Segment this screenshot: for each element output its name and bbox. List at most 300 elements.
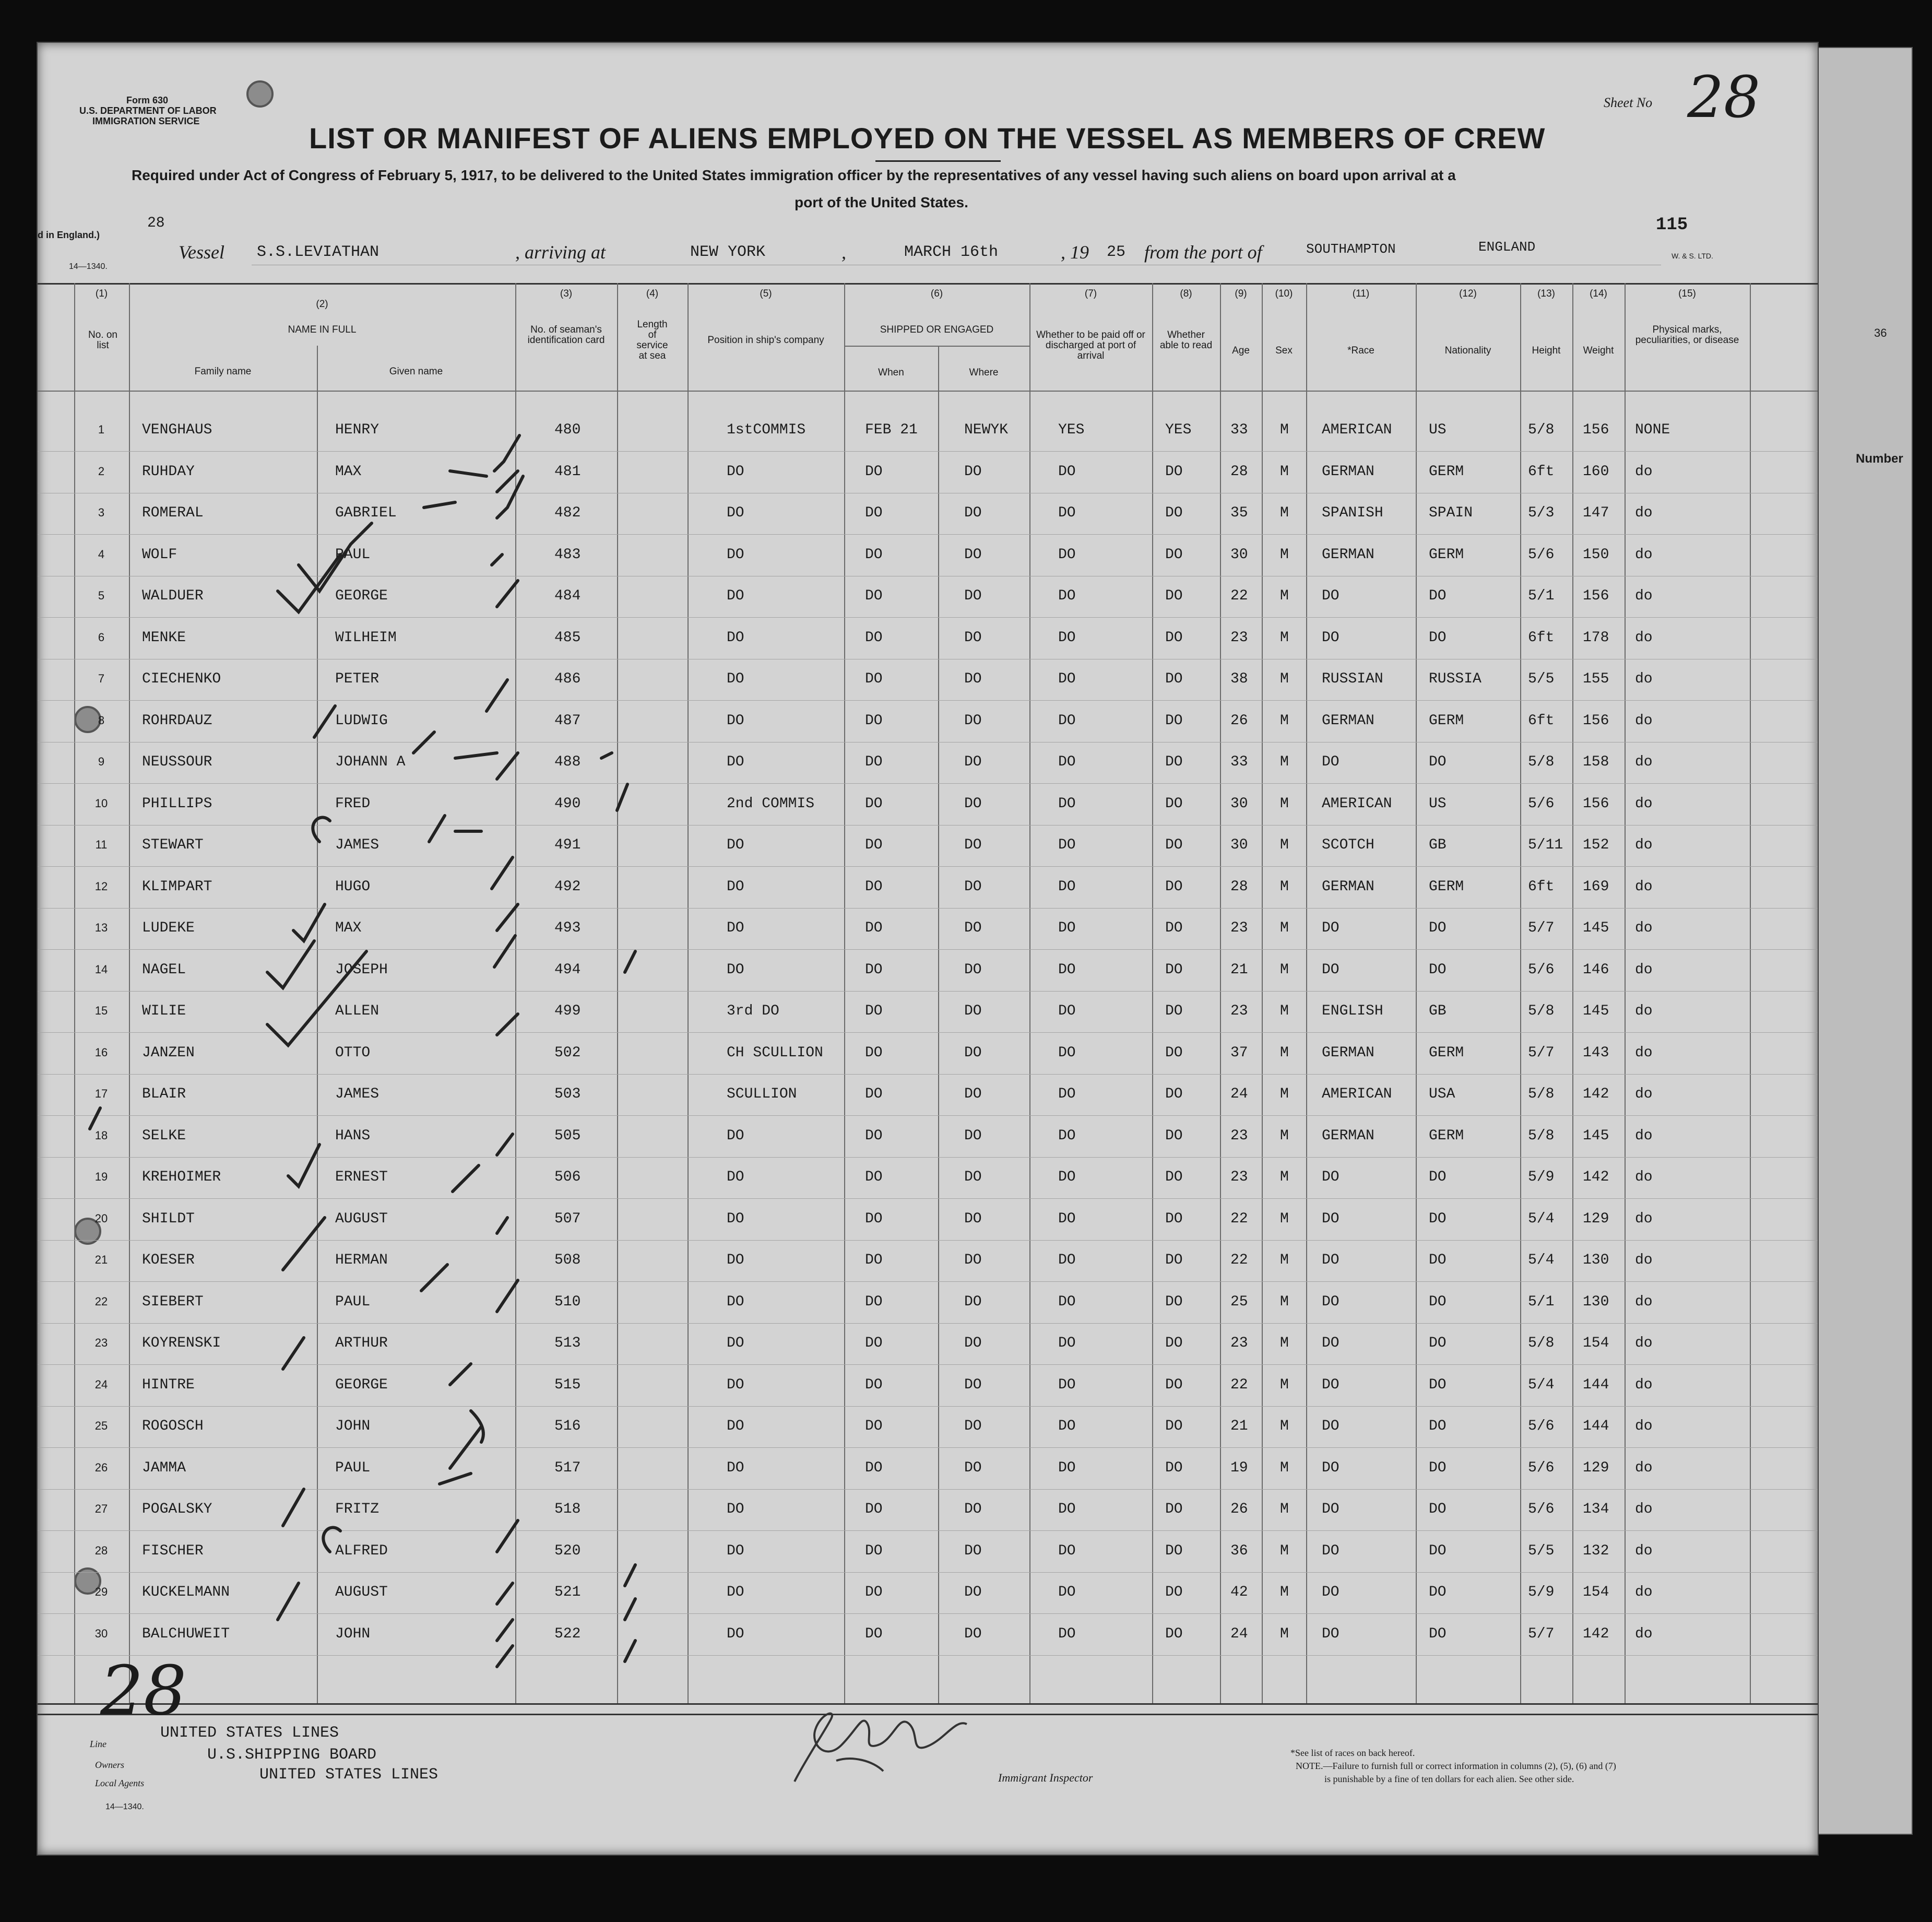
row-number: 19 xyxy=(94,1170,108,1183)
cell-weight: 156 xyxy=(1583,588,1609,604)
cell-position: DO xyxy=(727,1542,744,1559)
cell-weight: 130 xyxy=(1583,1293,1609,1310)
printed-in-label: d in England.) xyxy=(38,230,100,240)
cell-given: GABRIEL xyxy=(335,505,397,521)
cell-given: ARTHUR xyxy=(335,1335,388,1351)
cell-given: PAUL xyxy=(335,546,371,563)
cell-weight: 134 xyxy=(1583,1501,1609,1517)
cell-family: SHILDT xyxy=(142,1210,195,1227)
cell-where: DO xyxy=(964,1086,982,1102)
sheet-no-label: Sheet No xyxy=(1604,95,1653,110)
cell-paid: DO xyxy=(1058,1293,1076,1310)
cell-marks: do xyxy=(1635,795,1653,812)
cell-race: DO xyxy=(1322,1501,1340,1517)
cell-family: SIEBERT xyxy=(142,1293,204,1310)
cell-paid: DO xyxy=(1058,712,1076,729)
cell-where: DO xyxy=(964,1127,982,1144)
col-head-height: Height xyxy=(1532,345,1561,356)
cell-card: 516 xyxy=(554,1418,581,1434)
cell-sex: M xyxy=(1280,920,1289,936)
departure-port: SOUTHAMPTON xyxy=(1306,241,1396,257)
cell-family: FISCHER xyxy=(142,1542,204,1559)
cell-given: ALFRED xyxy=(335,1542,388,1559)
cell-family: KOYRENSKI xyxy=(142,1335,221,1351)
cell-family: WILIE xyxy=(142,1003,186,1019)
cell-paid: DO xyxy=(1058,1044,1076,1061)
cell-position: DO xyxy=(727,1169,744,1185)
cell-paid: DO xyxy=(1058,1127,1076,1144)
cell-when: DO xyxy=(865,463,883,480)
cell-height: 5/8 xyxy=(1528,422,1555,438)
cell-age: 25 xyxy=(1230,1293,1248,1310)
cell-given: MAX xyxy=(335,463,362,480)
cell-nat: GB xyxy=(1429,1003,1447,1019)
cell-position: 3rd DO xyxy=(727,1003,779,1019)
cell-paid: DO xyxy=(1058,1335,1076,1351)
margin-number-label: Number xyxy=(1856,452,1903,466)
cell-where: DO xyxy=(964,837,982,853)
cell-card: 488 xyxy=(554,754,581,770)
cell-given: JOSEPH xyxy=(335,961,388,978)
cell-height: 5/6 xyxy=(1528,546,1555,563)
cell-nat: DO xyxy=(1429,1210,1447,1227)
cell-family: RUHDAY xyxy=(142,463,195,480)
stamp-left: 28 xyxy=(147,215,165,231)
cell-sex: M xyxy=(1280,1418,1289,1434)
cell-age: 35 xyxy=(1230,505,1248,521)
cell-nat: GB xyxy=(1429,837,1447,853)
cell-sex: M xyxy=(1280,505,1289,521)
line-label: Line xyxy=(90,1739,107,1749)
inspector-label: Immigrant Inspector xyxy=(998,1771,1093,1784)
cell-when: DO xyxy=(865,1044,883,1061)
cell-where: DO xyxy=(964,1169,982,1185)
cell-weight: 160 xyxy=(1583,463,1609,480)
cell-given: PAUL xyxy=(335,1293,371,1310)
cell-nat: DO xyxy=(1429,920,1447,936)
cell-paid: DO xyxy=(1058,1169,1076,1185)
cell-race: SCOTCH xyxy=(1322,837,1374,853)
cell-height: 6ft xyxy=(1528,878,1555,895)
sheet-number-handwritten: 28 xyxy=(1687,64,1760,131)
cell-nat: GERM xyxy=(1429,712,1464,729)
row-number: 8 xyxy=(98,713,105,727)
cell-weight: 129 xyxy=(1583,1210,1609,1227)
cell-where: DO xyxy=(964,671,982,687)
col-head-family: Family name xyxy=(194,366,252,377)
cell-where: DO xyxy=(964,795,982,812)
vessel-name: S.S.LEVIATHAN xyxy=(257,243,380,261)
cell-paid: DO xyxy=(1058,961,1076,978)
cell-when: DO xyxy=(865,1335,883,1351)
cell-paid: DO xyxy=(1058,1459,1076,1476)
cell-nat: DO xyxy=(1429,1418,1447,1434)
cell-weight: 155 xyxy=(1583,671,1609,687)
cell-read: DO xyxy=(1165,878,1183,895)
cell-sex: M xyxy=(1280,837,1289,853)
cell-where: DO xyxy=(964,1210,982,1227)
cell-paid: DO xyxy=(1058,546,1076,563)
cell-read: DO xyxy=(1165,463,1183,480)
cell-height: 5/9 xyxy=(1528,1584,1555,1600)
cell-marks: do xyxy=(1635,463,1653,480)
cell-age: 30 xyxy=(1230,795,1248,812)
cell-when: DO xyxy=(865,505,883,521)
cell-position: DO xyxy=(727,1459,744,1476)
cell-when: DO xyxy=(865,1210,883,1227)
cell-where: NEWYK xyxy=(964,422,1009,438)
cell-sex: M xyxy=(1280,1210,1289,1227)
cell-where: DO xyxy=(964,505,982,521)
cell-card: 520 xyxy=(554,1542,581,1559)
cell-nat: SPAIN xyxy=(1429,505,1473,521)
cell-sex: M xyxy=(1280,1044,1289,1061)
footer-print-code: 14—1340. xyxy=(105,1802,144,1811)
cell-sex: M xyxy=(1280,463,1289,480)
stamp-right: 115 xyxy=(1656,215,1688,235)
cell-position: DO xyxy=(727,1625,744,1642)
cell-race: DO xyxy=(1322,1625,1340,1642)
cell-weight: 142 xyxy=(1583,1625,1609,1642)
cell-height: 6ft xyxy=(1528,629,1555,646)
cell-read: DO xyxy=(1165,1584,1183,1600)
cell-paid: DO xyxy=(1058,1003,1076,1019)
arrival-port: NEW YORK xyxy=(690,243,766,261)
cell-nat: US xyxy=(1429,795,1447,812)
cell-height: 5/11 xyxy=(1528,837,1563,853)
cell-age: 33 xyxy=(1230,422,1248,438)
cell-sex: M xyxy=(1280,1584,1289,1600)
cell-family: KOESER xyxy=(142,1252,195,1268)
cell-age: 33 xyxy=(1230,754,1248,770)
col-head-position: Position in ship's company xyxy=(707,335,824,346)
cell-sex: M xyxy=(1280,754,1289,770)
row-number: 28 xyxy=(94,1543,108,1557)
cell-where: DO xyxy=(964,588,982,604)
row-number: 10 xyxy=(94,796,108,810)
col-number: (1) xyxy=(95,288,108,299)
row-number: 20 xyxy=(94,1211,108,1225)
cell-family: PHILLIPS xyxy=(142,795,212,812)
row-number: 12 xyxy=(94,879,108,893)
cell-where: DO xyxy=(964,1459,982,1476)
cell-nat: DO xyxy=(1429,1459,1447,1476)
cell-sex: M xyxy=(1280,422,1289,438)
cell-read: DO xyxy=(1165,837,1183,853)
handwritten-28: 28 xyxy=(100,1651,187,1730)
cell-sex: M xyxy=(1280,961,1289,978)
cell-card: 491 xyxy=(554,837,581,853)
cell-read: DO xyxy=(1165,546,1183,563)
cell-family: KLIMPART xyxy=(142,878,212,895)
cell-age: 22 xyxy=(1230,1210,1248,1227)
col-head-paid: Whether to be paid off or discharged at port of arrival xyxy=(1036,329,1145,361)
cell-nat: DO xyxy=(1429,588,1447,604)
col-number: (3) xyxy=(560,288,573,299)
cell-position: CH SCULLION xyxy=(727,1044,823,1061)
row-number: 14 xyxy=(94,962,108,976)
row-number: 18 xyxy=(94,1128,108,1142)
cell-family: JAMMA xyxy=(142,1459,186,1476)
cell-nat: USA xyxy=(1429,1086,1455,1102)
cell-age: 23 xyxy=(1230,920,1248,936)
cell-race: DO xyxy=(1322,588,1340,604)
cell-given: FRITZ xyxy=(335,1501,380,1517)
cell-paid: DO xyxy=(1058,1210,1076,1227)
cell-nat: DO xyxy=(1429,754,1447,770)
cell-height: 5/8 xyxy=(1528,1003,1555,1019)
arrival-year: 25 xyxy=(1107,243,1126,261)
cell-nat: DO xyxy=(1429,1584,1447,1600)
row-number: 9 xyxy=(98,755,105,768)
cell-position: DO xyxy=(727,961,744,978)
cell-read: DO xyxy=(1165,920,1183,936)
cell-height: 5/8 xyxy=(1528,754,1555,770)
cell-weight: 145 xyxy=(1583,920,1609,936)
cell-weight: 144 xyxy=(1583,1376,1609,1393)
cell-paid: DO xyxy=(1058,671,1076,687)
cell-read: DO xyxy=(1165,1542,1183,1559)
cell-sex: M xyxy=(1280,629,1289,646)
owners-value: U.S.SHIPPING BOARD xyxy=(207,1746,377,1764)
cell-where: DO xyxy=(964,1418,982,1434)
cell-read: DO xyxy=(1165,1459,1183,1476)
cell-weight: 152 xyxy=(1583,837,1609,853)
cell-nat: GERM xyxy=(1429,1127,1464,1144)
cell-weight: 143 xyxy=(1583,1044,1609,1061)
cell-race: GERMAN xyxy=(1322,712,1374,729)
cell-age: 30 xyxy=(1230,837,1248,853)
cell-height: 5/9 xyxy=(1528,1169,1555,1185)
row-number: 11 xyxy=(95,838,108,851)
cell-when: DO xyxy=(865,546,883,563)
cell-given: GEORGE xyxy=(335,1376,388,1393)
cell-read: DO xyxy=(1165,1044,1183,1061)
cell-race: DO xyxy=(1322,1210,1340,1227)
cell-sex: M xyxy=(1280,1127,1289,1144)
cell-read: DO xyxy=(1165,1169,1183,1185)
cell-position: DO xyxy=(727,671,744,687)
col-head-marks: Physical marks, peculiarities, or disease xyxy=(1635,324,1739,346)
cell-age: 24 xyxy=(1230,1086,1248,1102)
cell-weight: 132 xyxy=(1583,1542,1609,1559)
cell-position: DO xyxy=(727,1293,744,1310)
vessel-label: Vessel xyxy=(179,242,224,263)
cell-race: DO xyxy=(1322,1542,1340,1559)
cell-race: GERMAN xyxy=(1322,546,1374,563)
cell-weight: 169 xyxy=(1583,878,1609,895)
cell-weight: 146 xyxy=(1583,961,1609,978)
cell-position: DO xyxy=(727,1335,744,1351)
cell-sex: M xyxy=(1280,588,1289,604)
cell-nat: GERM xyxy=(1429,878,1464,895)
cell-where: DO xyxy=(964,1542,982,1559)
cell-card: 502 xyxy=(554,1044,581,1061)
cell-when: DO xyxy=(865,1459,883,1476)
cell-marks: do xyxy=(1635,1501,1653,1517)
cell-height: 5/4 xyxy=(1528,1210,1555,1227)
cell-where: DO xyxy=(964,712,982,729)
cell-paid: DO xyxy=(1058,1584,1076,1600)
cell-when: FEB 21 xyxy=(865,422,918,438)
cell-when: DO xyxy=(865,1169,883,1185)
cell-when: DO xyxy=(865,712,883,729)
cell-given: GEORGE xyxy=(335,588,388,604)
cell-position: DO xyxy=(727,712,744,729)
cell-given: HANS xyxy=(335,1127,371,1144)
cell-family: VENGHAUS xyxy=(142,422,212,438)
cell-family: BLAIR xyxy=(142,1086,186,1102)
cell-marks: do xyxy=(1635,1252,1653,1268)
cell-where: DO xyxy=(964,1376,982,1393)
cell-nat: GERM xyxy=(1429,1044,1464,1061)
cell-sex: M xyxy=(1280,1003,1289,1019)
cell-sex: M xyxy=(1280,1086,1289,1102)
cell-race: DO xyxy=(1322,1169,1340,1185)
handwritten-checkmarks xyxy=(38,43,1818,1855)
col-head-shipped: SHIPPED OR ENGAGED xyxy=(880,324,994,335)
races-note: *See list of races on back hereof. xyxy=(1290,1748,1415,1758)
cell-family: ROMERAL xyxy=(142,505,204,521)
inspector-signature xyxy=(779,1703,988,1792)
cell-weight: 150 xyxy=(1583,546,1609,563)
cell-age: 23 xyxy=(1230,629,1248,646)
cell-given: ALLEN xyxy=(335,1003,380,1019)
cell-read: DO xyxy=(1165,1252,1183,1268)
cell-read: DO xyxy=(1165,1418,1183,1434)
cell-paid: DO xyxy=(1058,1542,1076,1559)
cell-when: DO xyxy=(865,1542,883,1559)
cell-where: DO xyxy=(964,1625,982,1642)
cell-given: LUDWIG xyxy=(335,712,388,729)
cell-race: DO xyxy=(1322,1293,1340,1310)
cell-family: ROGOSCH xyxy=(142,1418,204,1434)
cell-marks: do xyxy=(1635,1293,1653,1310)
cell-race: RUSSIAN xyxy=(1322,671,1383,687)
cell-paid: DO xyxy=(1058,795,1076,812)
cell-marks: do xyxy=(1635,837,1653,853)
cell-given: HUGO xyxy=(335,878,371,895)
cell-marks: do xyxy=(1635,1459,1653,1476)
cell-read: DO xyxy=(1165,505,1183,521)
cell-where: DO xyxy=(964,1293,982,1310)
row-number: 22 xyxy=(94,1294,108,1308)
cell-when: DO xyxy=(865,1127,883,1144)
cell-position: DO xyxy=(727,546,744,563)
cell-read: DO xyxy=(1165,588,1183,604)
row-number: 26 xyxy=(94,1460,108,1474)
cell-read: DO xyxy=(1165,671,1183,687)
col-number: (2) xyxy=(316,299,328,310)
cell-race: DO xyxy=(1322,961,1340,978)
cell-card: 484 xyxy=(554,588,581,604)
cell-given: ERNEST xyxy=(335,1169,388,1185)
row-number: 16 xyxy=(94,1045,108,1059)
cell-weight: 129 xyxy=(1583,1459,1609,1476)
cell-weight: 156 xyxy=(1583,795,1609,812)
row-number: 4 xyxy=(98,547,105,561)
cell-weight: 178 xyxy=(1583,629,1609,646)
cell-sex: M xyxy=(1280,1252,1289,1268)
cell-marks: do xyxy=(1635,878,1653,895)
cell-card: 481 xyxy=(554,463,581,480)
cell-given: FRED xyxy=(335,795,371,812)
cell-age: 22 xyxy=(1230,1252,1248,1268)
cell-read: DO xyxy=(1165,629,1183,646)
row-number: 7 xyxy=(98,672,105,685)
cell-read: DO xyxy=(1165,1086,1183,1102)
cell-when: DO xyxy=(865,754,883,770)
cell-read: DO xyxy=(1165,1293,1183,1310)
cell-paid: DO xyxy=(1058,463,1076,480)
cell-marks: NONE xyxy=(1635,422,1670,438)
cell-marks: do xyxy=(1635,546,1653,563)
cell-family: LUDEKE xyxy=(142,920,195,936)
cell-age: 22 xyxy=(1230,1376,1248,1393)
subtitle-line1: Required under Act of Congress of February 5, 1917, to be delivered to the United States immigration officer by the representatives of any vessel having such aliens on board upon arrival at a xyxy=(132,167,1456,183)
cell-read: DO xyxy=(1165,1625,1183,1642)
cell-position: DO xyxy=(727,1418,744,1434)
col-number: (14) xyxy=(1590,288,1607,299)
cell-height: 5/1 xyxy=(1528,1293,1555,1310)
cell-height: 5/7 xyxy=(1528,1625,1555,1642)
underlying-sheet-edge xyxy=(1806,47,1913,1835)
cell-read: DO xyxy=(1165,795,1183,812)
cell-card: 487 xyxy=(554,712,581,729)
cell-given: JAMES xyxy=(335,1086,380,1102)
cell-marks: do xyxy=(1635,505,1653,521)
row-number: 25 xyxy=(94,1419,108,1432)
cell-card: 518 xyxy=(554,1501,581,1517)
cell-nat: DO xyxy=(1429,1542,1447,1559)
margin-page-36: 36 xyxy=(1874,326,1887,339)
cell-where: DO xyxy=(964,1003,982,1019)
cell-paid: DO xyxy=(1058,837,1076,853)
cell-where: DO xyxy=(964,546,982,563)
col-number: (11) xyxy=(1352,288,1370,299)
cell-height: 5/4 xyxy=(1528,1252,1555,1268)
cell-race: GERMAN xyxy=(1322,1127,1374,1144)
cell-age: 36 xyxy=(1230,1542,1248,1559)
cell-read: DO xyxy=(1165,1210,1183,1227)
cell-age: 19 xyxy=(1230,1459,1248,1476)
cell-age: 30 xyxy=(1230,546,1248,563)
cell-family: POGALSKY xyxy=(142,1501,212,1517)
cell-position: DO xyxy=(727,837,744,853)
cell-marks: do xyxy=(1635,712,1653,729)
cell-race: DO xyxy=(1322,1418,1340,1434)
cell-card: 513 xyxy=(554,1335,581,1351)
cell-paid: DO xyxy=(1058,588,1076,604)
service-label: IMMIGRATION SERVICE xyxy=(92,116,200,126)
cell-age: 42 xyxy=(1230,1584,1248,1600)
cell-marks: do xyxy=(1635,671,1653,687)
cell-where: DO xyxy=(964,1335,982,1351)
cell-weight: 130 xyxy=(1583,1252,1609,1268)
col-head-race: *Race xyxy=(1347,345,1374,356)
cell-weight: 154 xyxy=(1583,1584,1609,1600)
cell-where: DO xyxy=(964,961,982,978)
cell-marks: do xyxy=(1635,920,1653,936)
cell-card: 507 xyxy=(554,1210,581,1227)
cell-height: 5/6 xyxy=(1528,1459,1555,1476)
row-number: 5 xyxy=(98,589,105,602)
cell-given: JOHN xyxy=(335,1418,371,1434)
cell-when: DO xyxy=(865,1584,883,1600)
cell-marks: do xyxy=(1635,1542,1653,1559)
cell-given: HERMAN xyxy=(335,1252,388,1268)
col-head-where: Where xyxy=(969,367,999,378)
